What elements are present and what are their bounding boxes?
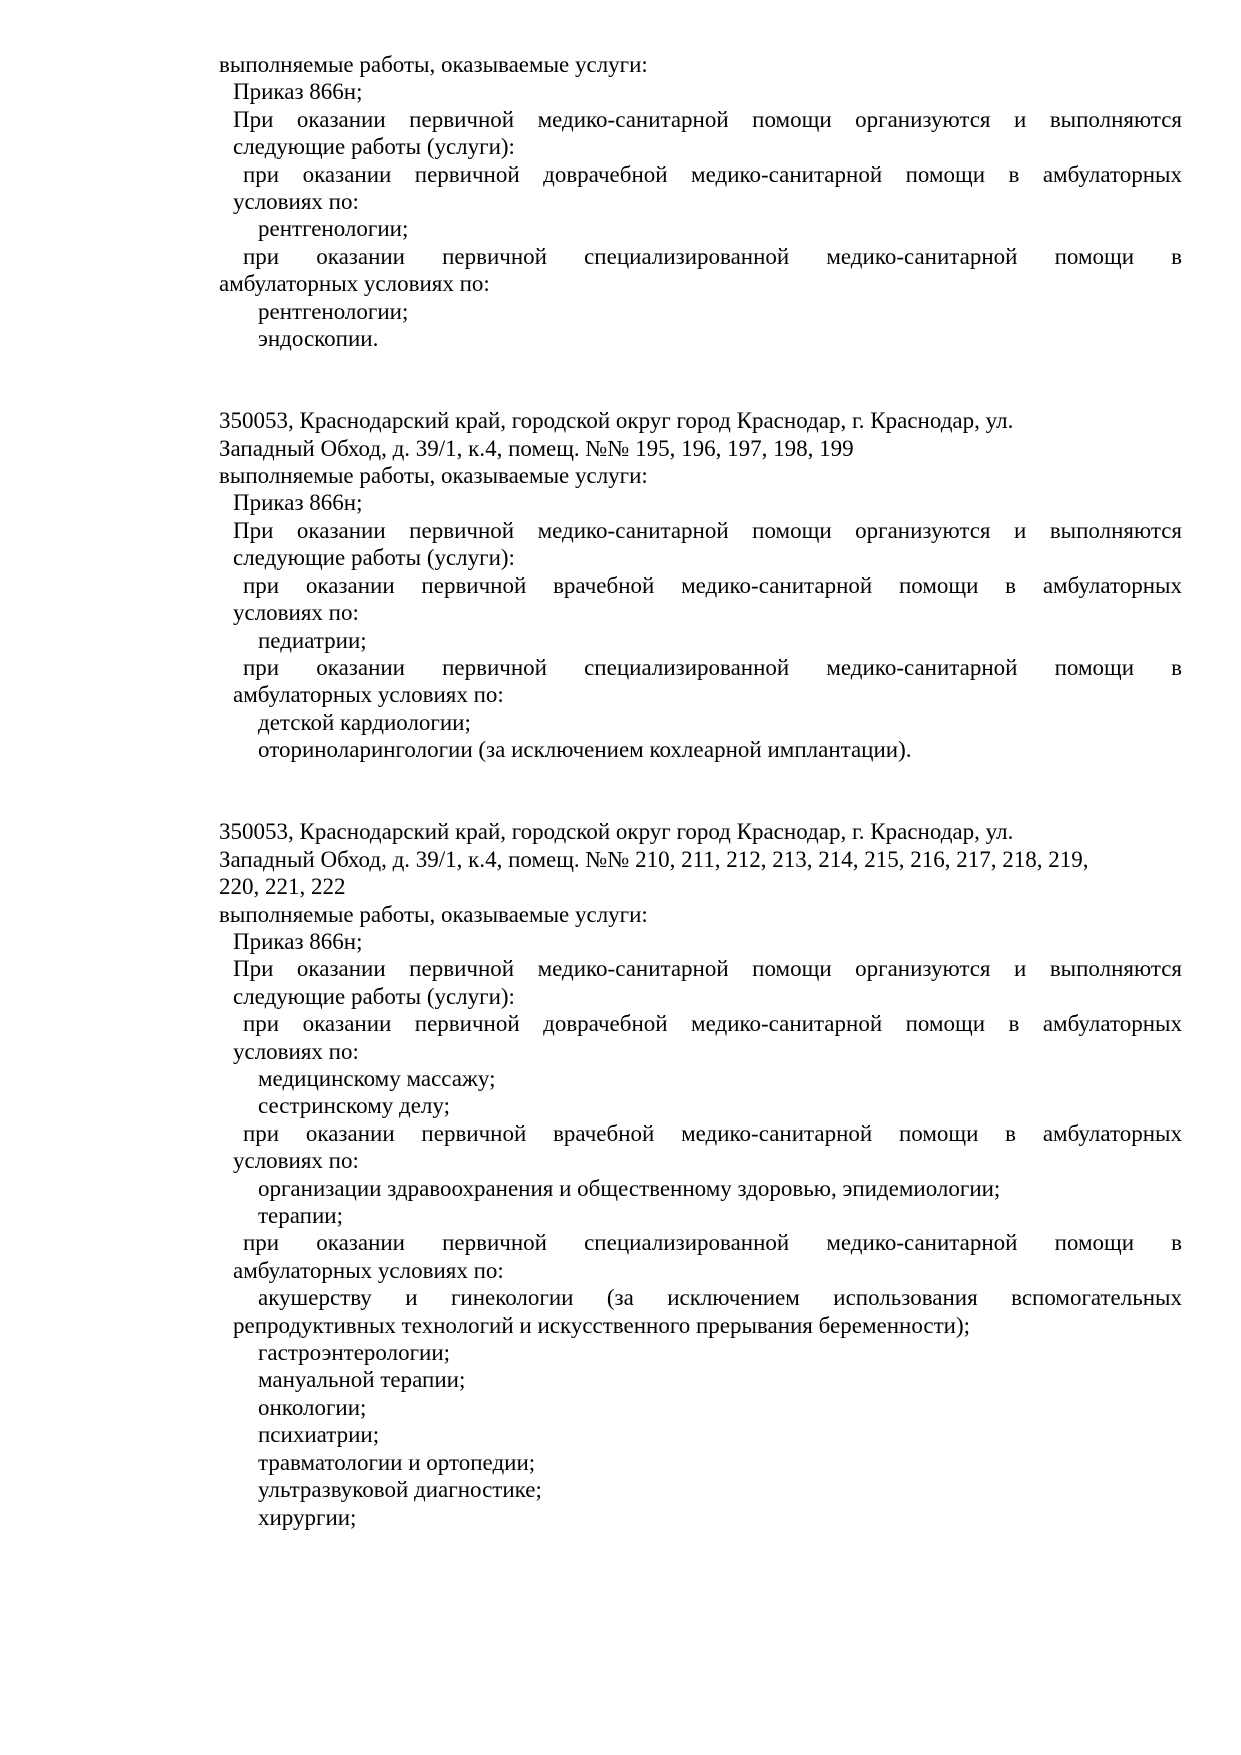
works-header-line: выполняемые работы, оказываемые услуги: <box>219 901 648 927</box>
order-line: Приказ 866н; <box>233 490 363 516</box>
care-type-line: при оказании первичной специализированной медико-санитарной помощи в <box>243 243 1182 269</box>
specialty-line: психиатрии; <box>258 1422 380 1448</box>
continuation-line: следующие работы (услуги): <box>233 545 515 571</box>
care-intro-line: При оказании первичной медико-санитарной помощи организуются и выполняются <box>233 517 1182 543</box>
continuation-line: условиях по: <box>233 189 359 215</box>
continuation-line: амбулаторных условиях по: <box>233 682 504 708</box>
care-type-line: при оказании первичной врачебной медико-санитарной помощи в амбулаторных <box>243 572 1182 598</box>
specialty-line: детской кардиологии; <box>258 709 471 735</box>
license-section <box>219 51 1182 352</box>
care-type-line: при оказании первичной доврачебной медико-санитарной помощи в амбулаторных <box>243 161 1182 187</box>
address-line: 220, 221, 222 <box>219 874 346 900</box>
works-header-line: выполняемые работы, оказываемые услуги: <box>219 52 648 77</box>
address-line: Западный Обход, д. 39/1, к.4, помещ. №№ 195, 196, 197, 198, 199 <box>219 435 854 461</box>
care-type-line: при оказании первичной доврачебной медико-санитарной помощи в амбулаторных <box>243 1011 1182 1037</box>
address-line: 350053, Краснодарский край, городской округ город Краснодар, г. Краснодар, ул. <box>219 408 1014 434</box>
continuation-line: условиях по: <box>233 600 359 626</box>
specialty-line: сестринскому делу; <box>258 1093 450 1119</box>
specialty-line: акушерству и гинекологии (за исключением использования вспомогательных <box>258 1285 1182 1311</box>
license-section <box>219 407 1182 763</box>
specialty-line: эндоскопии. <box>258 326 379 352</box>
specialty-line: оториноларингологии (за исключением кохлеарной имплантации). <box>258 737 912 763</box>
address-line: 350053, Краснодарский край, городской округ город Краснодар, г. Краснодар, ул. <box>219 819 1014 845</box>
continuation-line: условиях по: <box>233 1148 359 1174</box>
continuation-line: амбулаторных условиях по: <box>219 271 490 297</box>
specialty-line: онкологии; <box>258 1394 367 1420</box>
specialty-line: рентгенологии; <box>258 298 409 324</box>
continuation-line: следующие работы (услуги): <box>233 983 515 1009</box>
specialty-line: гастроэнтерологии; <box>258 1340 451 1366</box>
continuation-line: следующие работы (услуги): <box>233 134 515 160</box>
specialty-line: терапии; <box>258 1203 343 1229</box>
care-type-line: при оказании первичной специализированной медико-санитарной помощи в <box>243 654 1182 680</box>
specialty-line: мануальной терапии; <box>258 1367 466 1393</box>
document-text-content <box>219 51 1182 1531</box>
specialty-line: медицинскому массажу; <box>258 1066 496 1091</box>
works-header-line: выполняемые работы, оказываемые услуги: <box>219 463 648 489</box>
order-line: Приказ 866н; <box>233 928 363 954</box>
care-type-line: при оказании первичной специализированной медико-санитарной помощи в <box>243 1230 1182 1256</box>
care-type-line: при оказании первичной врачебной медико-санитарной помощи в амбулаторных <box>243 1120 1182 1146</box>
specialty-line: ультразвуковой диагностике; <box>258 1477 542 1503</box>
address-line: Западный Обход, д. 39/1, к.4, помещ. №№ 210, 211, 212, 213, 214, 215, 216, 217, 218, 219, <box>219 846 1089 872</box>
continuation-line: репродуктивных технологий и искусственного прерывания беременности); <box>233 1312 971 1338</box>
specialty-line: организации здравоохранения и общественному здоровью, эпидемиологии; <box>258 1175 1001 1201</box>
specialty-line: педиатрии; <box>258 627 367 653</box>
specialty-line: травматологии и ортопедии; <box>258 1449 536 1475</box>
license-section <box>219 818 1182 1531</box>
continuation-line: амбулаторных условиях по: <box>233 1257 504 1283</box>
order-line: Приказ 866н; <box>233 79 363 105</box>
specialty-line: рентгенологии; <box>258 216 409 242</box>
continuation-line: условиях по: <box>233 1038 359 1064</box>
care-intro-line: При оказании первичной медико-санитарной помощи организуются и выполняются <box>233 956 1182 982</box>
care-intro-line: При оказании первичной медико-санитарной помощи организуются и выполняются <box>233 106 1182 132</box>
specialty-line: хирургии; <box>258 1504 357 1530</box>
